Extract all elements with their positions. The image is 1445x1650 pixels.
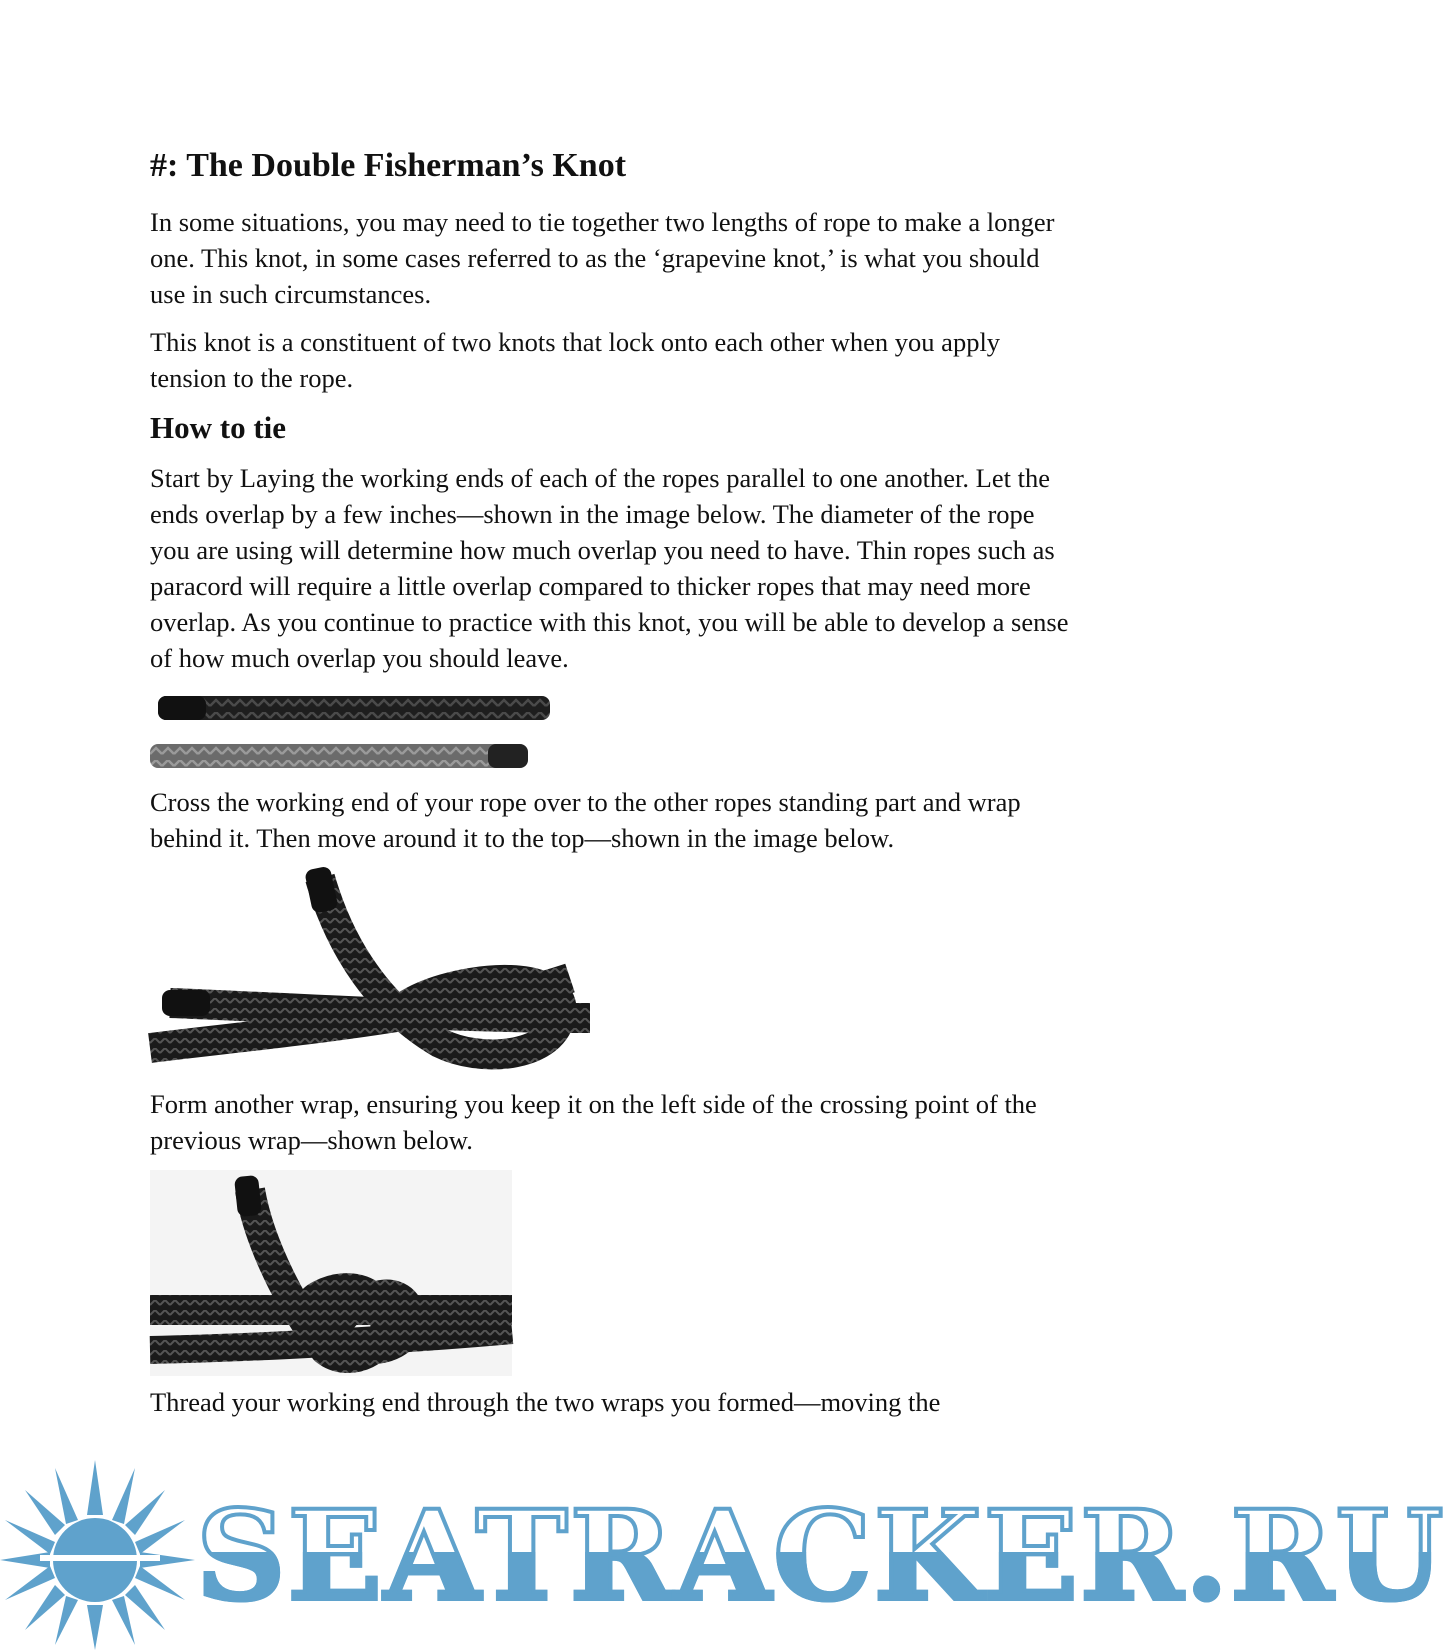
intro-paragraph-1: In some situations, you may need to tie together two lengths of rope to make a longer one. This knot, in some cases referred to as the ‘grapevine knot,’ is what you should use in such circumstances. — [150, 207, 1055, 309]
second-wrap-image — [150, 1170, 512, 1376]
step-3-paragraph: Form another wrap, ensuring you keep it on the left side of the crossing point of the previous wrap—shown below. — [150, 1089, 1037, 1155]
parallel-ropes-image — [150, 688, 550, 776]
how-to-tie-heading: How to tie — [150, 410, 287, 445]
step-2-paragraph: Cross the working end of your rope over to the other ropes standing part and wrap behind it. Then move around it to the top—shown in the image below. — [150, 787, 1021, 853]
sun-logo-icon — [0, 1460, 200, 1650]
first-wrap-image — [150, 868, 590, 1078]
section-title: #: The Double Fisherman’s Knot — [150, 147, 627, 184]
step-4-paragraph: Thread your working end through the two wraps you formed—moving the — [150, 1387, 941, 1417]
watermark-text: SEATRACKER.RU — [196, 1484, 1445, 1629]
step-1-paragraph: Start by Laying the working ends of each of the ropes parallel to one another. Let the ends overlap by a few inches—shown in the image below. The diameter of the rope you are using will determine how much overlap you need to have. Thin ropes such as paracord will require a little overlap compared to thicker ropes that may need more overlap. As you continue to practice with this knot, you will be able to develop a sense of how much overlap you should leave. — [150, 463, 1069, 673]
intro-paragraph-2: This knot is a constituent of two knots that lock onto each other when you apply tension to the rope. — [150, 327, 1001, 393]
document-page — [150, 146, 1130, 1432]
